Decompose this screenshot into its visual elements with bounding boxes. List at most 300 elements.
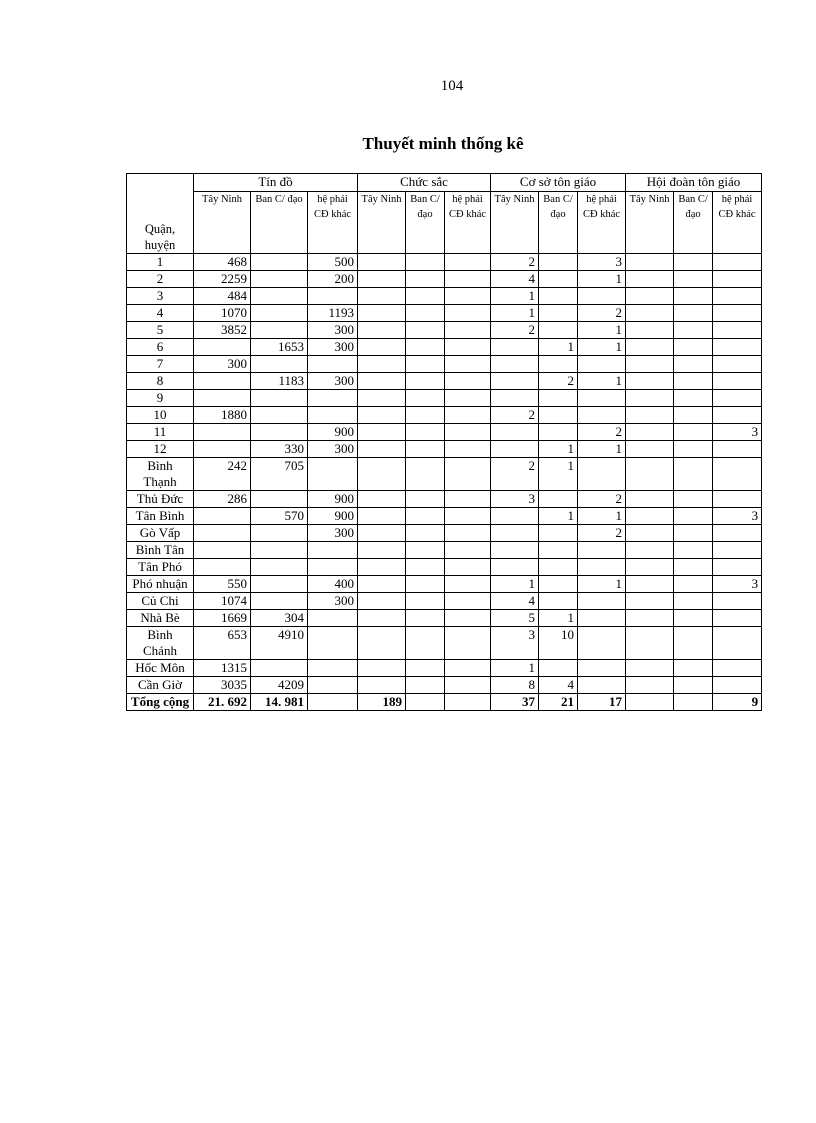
- value-cell: [626, 525, 674, 542]
- value-cell: 900: [308, 491, 358, 508]
- subheader-cell: Tây Ninh: [194, 192, 251, 254]
- value-cell: 5: [491, 610, 539, 627]
- value-cell: 2: [578, 424, 626, 441]
- value-cell: [539, 288, 578, 305]
- value-cell: [626, 305, 674, 322]
- value-cell: 1: [539, 458, 578, 491]
- value-cell: [491, 424, 539, 441]
- value-cell: [491, 559, 539, 576]
- value-cell: [445, 407, 491, 424]
- table-row: [127, 610, 762, 627]
- table-row: [127, 407, 762, 424]
- value-cell: [406, 441, 445, 458]
- value-cell: [358, 271, 406, 288]
- value-cell: [445, 390, 491, 407]
- value-cell: 2: [578, 491, 626, 508]
- value-cell: [308, 677, 358, 694]
- value-cell: [308, 407, 358, 424]
- value-cell: [358, 627, 406, 660]
- subheader-cell: Ban C/ đạo: [674, 192, 713, 254]
- value-cell: [406, 542, 445, 559]
- subheader-cell: hệ phái CĐ khác: [308, 192, 358, 254]
- value-cell: [713, 677, 762, 694]
- value-cell: [251, 254, 308, 271]
- subheader-cell: hệ phái CĐ khác: [445, 192, 491, 254]
- value-cell: 300: [194, 356, 251, 373]
- value-cell: [578, 288, 626, 305]
- value-cell: [406, 271, 445, 288]
- value-cell: [674, 559, 713, 576]
- value-cell: [626, 254, 674, 271]
- value-cell: [251, 559, 308, 576]
- district-name: Tân Bình: [127, 508, 194, 525]
- value-cell: [713, 407, 762, 424]
- district-name: Tân Phó: [127, 559, 194, 576]
- table-row: [127, 593, 762, 610]
- value-cell: [358, 390, 406, 407]
- value-cell: [194, 542, 251, 559]
- table-row: [127, 373, 762, 390]
- value-cell: [406, 322, 445, 339]
- value-cell: [406, 305, 445, 322]
- value-cell: [406, 660, 445, 677]
- value-cell: [713, 339, 762, 356]
- value-cell: [445, 271, 491, 288]
- value-cell: [539, 576, 578, 593]
- table-row: [127, 542, 762, 559]
- value-cell: [626, 339, 674, 356]
- district-name: Bình Tân: [127, 542, 194, 559]
- district-name: 12: [127, 441, 194, 458]
- value-cell: [713, 593, 762, 610]
- value-cell: 300: [308, 441, 358, 458]
- value-cell: [445, 610, 491, 627]
- value-cell: 2: [491, 322, 539, 339]
- subheader-cell: Tây Ninh: [491, 192, 539, 254]
- value-cell: 653: [194, 627, 251, 660]
- value-cell: [358, 677, 406, 694]
- value-cell: [194, 559, 251, 576]
- value-cell: 200: [308, 271, 358, 288]
- value-cell: 17: [578, 694, 626, 711]
- value-cell: [251, 424, 308, 441]
- value-cell: 1315: [194, 660, 251, 677]
- value-cell: [626, 491, 674, 508]
- value-cell: 3: [491, 491, 539, 508]
- district-name: 6: [127, 339, 194, 356]
- value-cell: [251, 407, 308, 424]
- subheader-cell: Ban C/ đạo: [406, 192, 445, 254]
- value-cell: [445, 424, 491, 441]
- value-cell: [445, 373, 491, 390]
- value-cell: [358, 339, 406, 356]
- district-name: 2: [127, 271, 194, 288]
- value-cell: [358, 458, 406, 491]
- table-row: [127, 525, 762, 542]
- subheader-cell: Tây Ninh: [626, 192, 674, 254]
- value-cell: 300: [308, 322, 358, 339]
- value-cell: [358, 373, 406, 390]
- value-cell: [539, 593, 578, 610]
- value-cell: 286: [194, 491, 251, 508]
- district-column-header: Quận, huyện: [127, 174, 194, 254]
- district-name: Bình Chánh: [127, 627, 194, 660]
- table-row: [127, 271, 762, 288]
- value-cell: [674, 677, 713, 694]
- table-row: [127, 288, 762, 305]
- value-cell: 1: [539, 441, 578, 458]
- value-cell: [674, 610, 713, 627]
- value-cell: [674, 627, 713, 660]
- district-name: 1: [127, 254, 194, 271]
- value-cell: [445, 627, 491, 660]
- value-cell: [674, 254, 713, 271]
- value-cell: [358, 559, 406, 576]
- total-label: Tổng cộng: [127, 694, 194, 711]
- value-cell: [539, 254, 578, 271]
- district-name: 11: [127, 424, 194, 441]
- value-cell: [406, 458, 445, 491]
- value-cell: [539, 491, 578, 508]
- value-cell: [626, 610, 674, 627]
- value-cell: 570: [251, 508, 308, 525]
- value-cell: [406, 610, 445, 627]
- value-cell: [626, 677, 674, 694]
- value-cell: [491, 542, 539, 559]
- value-cell: [578, 390, 626, 407]
- value-cell: 900: [308, 508, 358, 525]
- value-cell: [406, 424, 445, 441]
- value-cell: [251, 576, 308, 593]
- value-cell: [406, 407, 445, 424]
- value-cell: [491, 508, 539, 525]
- value-cell: [626, 627, 674, 660]
- value-cell: 4: [491, 271, 539, 288]
- group-header-hoi-doan-ton-giao: Hội đoàn tôn giáo: [626, 174, 762, 192]
- value-cell: [674, 271, 713, 288]
- value-cell: 1193: [308, 305, 358, 322]
- value-cell: [539, 559, 578, 576]
- value-cell: 3: [713, 424, 762, 441]
- value-cell: 1070: [194, 305, 251, 322]
- value-cell: [194, 424, 251, 441]
- value-cell: [578, 593, 626, 610]
- district-name: 4: [127, 305, 194, 322]
- value-cell: [713, 660, 762, 677]
- value-cell: [308, 627, 358, 660]
- value-cell: [251, 271, 308, 288]
- value-cell: 242: [194, 458, 251, 491]
- value-cell: [358, 441, 406, 458]
- value-cell: [674, 305, 713, 322]
- value-cell: [491, 525, 539, 542]
- table-row: [127, 441, 762, 458]
- value-cell: [626, 356, 674, 373]
- value-cell: [358, 610, 406, 627]
- value-cell: [308, 559, 358, 576]
- value-cell: 4: [491, 593, 539, 610]
- value-cell: [358, 424, 406, 441]
- value-cell: [674, 525, 713, 542]
- value-cell: [445, 356, 491, 373]
- page-number: 104: [440, 78, 464, 94]
- value-cell: 1: [578, 576, 626, 593]
- value-cell: [491, 339, 539, 356]
- statistics-table: [126, 173, 762, 711]
- value-cell: [539, 305, 578, 322]
- subheader-cell: Ban C/ đạo: [251, 192, 308, 254]
- value-cell: 1: [578, 441, 626, 458]
- value-cell: 1653: [251, 339, 308, 356]
- value-cell: [406, 254, 445, 271]
- value-cell: 1: [578, 322, 626, 339]
- value-cell: [578, 458, 626, 491]
- value-cell: [578, 610, 626, 627]
- value-cell: 1: [491, 305, 539, 322]
- group-header-tin-do: Tín đồ: [194, 174, 358, 192]
- table-row: [127, 627, 762, 660]
- value-cell: 1074: [194, 593, 251, 610]
- value-cell: [491, 356, 539, 373]
- value-cell: [626, 576, 674, 593]
- value-cell: 1: [578, 271, 626, 288]
- value-cell: [308, 288, 358, 305]
- value-cell: [491, 373, 539, 390]
- value-cell: [578, 677, 626, 694]
- value-cell: [626, 542, 674, 559]
- value-cell: [713, 271, 762, 288]
- value-cell: [713, 322, 762, 339]
- value-cell: 2: [491, 254, 539, 271]
- value-cell: [358, 542, 406, 559]
- value-cell: [358, 254, 406, 271]
- table-row: [127, 305, 762, 322]
- value-cell: [626, 373, 674, 390]
- value-cell: 1: [578, 373, 626, 390]
- value-cell: [406, 627, 445, 660]
- value-cell: 3852: [194, 322, 251, 339]
- value-cell: [674, 322, 713, 339]
- value-cell: 3: [491, 627, 539, 660]
- value-cell: [674, 339, 713, 356]
- group-header-chuc-sac: Chức sắc: [358, 174, 491, 192]
- value-cell: 1: [539, 508, 578, 525]
- district-name: Gò Vấp: [127, 525, 194, 542]
- value-cell: [713, 305, 762, 322]
- page-title: Thuyết minh thống kê: [362, 134, 524, 153]
- value-cell: [674, 424, 713, 441]
- value-cell: 2259: [194, 271, 251, 288]
- table-row: [127, 458, 762, 491]
- value-cell: [251, 390, 308, 407]
- value-cell: 304: [251, 610, 308, 627]
- value-cell: [713, 627, 762, 660]
- value-cell: [626, 271, 674, 288]
- subheader-cell: Ban C/ đạo: [539, 192, 578, 254]
- value-cell: [713, 491, 762, 508]
- value-cell: [626, 288, 674, 305]
- value-cell: 2: [491, 407, 539, 424]
- value-cell: [194, 508, 251, 525]
- value-cell: [194, 373, 251, 390]
- district-name: 9: [127, 390, 194, 407]
- value-cell: [713, 458, 762, 491]
- value-cell: [358, 593, 406, 610]
- value-cell: [713, 288, 762, 305]
- district-name: Bình Thạnh: [127, 458, 194, 491]
- value-cell: [251, 660, 308, 677]
- value-cell: [674, 542, 713, 559]
- value-cell: [713, 441, 762, 458]
- group-header-row: [127, 174, 762, 192]
- value-cell: [674, 390, 713, 407]
- table-row: [127, 576, 762, 593]
- value-cell: [445, 559, 491, 576]
- value-cell: [626, 694, 674, 711]
- value-cell: [251, 593, 308, 610]
- value-cell: [445, 458, 491, 491]
- value-cell: [626, 508, 674, 525]
- value-cell: [674, 508, 713, 525]
- value-cell: [674, 593, 713, 610]
- value-cell: 300: [308, 593, 358, 610]
- table-row: [127, 424, 762, 441]
- value-cell: 484: [194, 288, 251, 305]
- value-cell: 4: [539, 677, 578, 694]
- value-cell: [358, 407, 406, 424]
- value-cell: [445, 288, 491, 305]
- value-cell: 3035: [194, 677, 251, 694]
- value-cell: [308, 390, 358, 407]
- value-cell: [358, 525, 406, 542]
- value-cell: 3: [578, 254, 626, 271]
- value-cell: 3: [713, 508, 762, 525]
- table-row: [127, 677, 762, 694]
- district-name: 7: [127, 356, 194, 373]
- value-cell: [358, 508, 406, 525]
- table-row: [127, 356, 762, 373]
- value-cell: [539, 322, 578, 339]
- value-cell: [539, 542, 578, 559]
- value-cell: 189: [358, 694, 406, 711]
- value-cell: [308, 610, 358, 627]
- value-cell: [406, 525, 445, 542]
- value-cell: [674, 407, 713, 424]
- value-cell: 1880: [194, 407, 251, 424]
- district-name: 3: [127, 288, 194, 305]
- district-name: 8: [127, 373, 194, 390]
- subheader-cell: hệ phái CĐ khác: [713, 192, 762, 254]
- value-cell: [406, 694, 445, 711]
- value-cell: [626, 407, 674, 424]
- value-cell: [308, 694, 358, 711]
- value-cell: 1: [491, 660, 539, 677]
- value-cell: 37: [491, 694, 539, 711]
- value-cell: [358, 322, 406, 339]
- value-cell: 2: [578, 525, 626, 542]
- value-cell: [626, 424, 674, 441]
- value-cell: [406, 508, 445, 525]
- value-cell: [308, 660, 358, 677]
- value-cell: [406, 390, 445, 407]
- value-cell: [445, 339, 491, 356]
- value-cell: [445, 441, 491, 458]
- value-cell: [251, 356, 308, 373]
- value-cell: [539, 407, 578, 424]
- value-cell: [308, 542, 358, 559]
- value-cell: [713, 610, 762, 627]
- value-cell: 1: [491, 576, 539, 593]
- value-cell: [578, 542, 626, 559]
- value-cell: 400: [308, 576, 358, 593]
- value-cell: [539, 424, 578, 441]
- value-cell: [674, 660, 713, 677]
- value-cell: [194, 339, 251, 356]
- value-cell: 468: [194, 254, 251, 271]
- value-cell: [578, 407, 626, 424]
- value-cell: 9: [713, 694, 762, 711]
- value-cell: [491, 441, 539, 458]
- value-cell: [713, 559, 762, 576]
- value-cell: [445, 491, 491, 508]
- value-cell: [406, 677, 445, 694]
- value-cell: [406, 593, 445, 610]
- value-cell: [406, 576, 445, 593]
- value-cell: [626, 559, 674, 576]
- value-cell: [445, 525, 491, 542]
- value-cell: [445, 593, 491, 610]
- value-cell: 4910: [251, 627, 308, 660]
- value-cell: [358, 305, 406, 322]
- value-cell: [713, 390, 762, 407]
- value-cell: [713, 356, 762, 373]
- table-row: [127, 660, 762, 677]
- value-cell: [251, 288, 308, 305]
- table-row: [127, 322, 762, 339]
- value-cell: [578, 559, 626, 576]
- subheader-cell: hệ phái CĐ khác: [578, 192, 626, 254]
- value-cell: [445, 677, 491, 694]
- value-cell: [251, 542, 308, 559]
- table-row: [127, 559, 762, 576]
- value-cell: [626, 458, 674, 491]
- value-cell: 1: [491, 288, 539, 305]
- value-cell: [358, 491, 406, 508]
- value-cell: 2: [491, 458, 539, 491]
- value-cell: [251, 305, 308, 322]
- value-cell: [358, 660, 406, 677]
- table-row: [127, 508, 762, 525]
- value-cell: [251, 525, 308, 542]
- value-cell: [491, 390, 539, 407]
- district-name: Cần Giờ: [127, 677, 194, 694]
- district-name: 10: [127, 407, 194, 424]
- value-cell: 3: [713, 576, 762, 593]
- value-cell: [194, 441, 251, 458]
- value-cell: 1: [539, 610, 578, 627]
- value-cell: [406, 356, 445, 373]
- value-cell: [358, 288, 406, 305]
- value-cell: [445, 542, 491, 559]
- district-name: 5: [127, 322, 194, 339]
- value-cell: 10: [539, 627, 578, 660]
- district-name: Thủ Đức: [127, 491, 194, 508]
- value-cell: [626, 322, 674, 339]
- value-cell: [578, 627, 626, 660]
- value-cell: 1669: [194, 610, 251, 627]
- group-header-co-so-ton-giao: Cơ sở tôn giáo: [491, 174, 626, 192]
- value-cell: [674, 356, 713, 373]
